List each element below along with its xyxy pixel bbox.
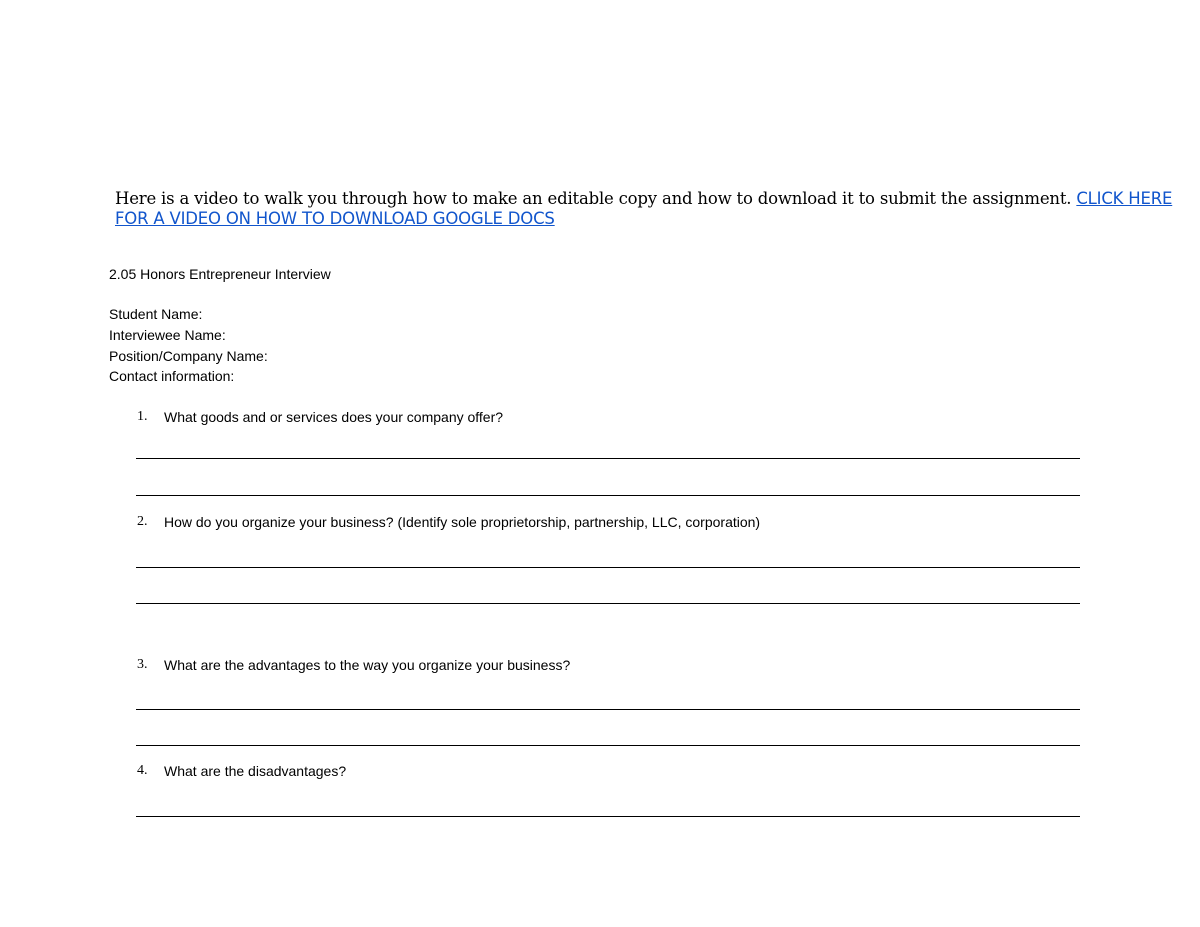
- position-company-label: Position/Company Name:: [109, 348, 268, 364]
- question-number: 1.: [137, 409, 148, 424]
- student-name-label: Student Name:: [109, 306, 203, 322]
- answer-line[interactable]: [136, 567, 1080, 568]
- question-text: What are the disadvantages?: [164, 763, 347, 779]
- document-title: 2.05 Honors Entrepreneur Interview: [109, 266, 331, 282]
- answer-line[interactable]: [136, 709, 1080, 710]
- question-number: 4.: [137, 763, 148, 778]
- question-number: 2.: [137, 514, 148, 529]
- contact-info-label: Contact information:: [109, 368, 235, 384]
- answer-line[interactable]: [136, 458, 1080, 459]
- intro-text: Here is a video to walk you through how to make an editable copy and how to download it to submit the assignment.: [115, 189, 1072, 208]
- intro-paragraph: [115, 189, 1180, 229]
- question-text: What are the advantages to the way you organize your business?: [164, 657, 571, 673]
- answer-line[interactable]: [136, 816, 1080, 817]
- video-link[interactable]: CLICK HERE FOR A VIDEO ON HOW TO DOWNLOAD GOOGLE DOCS: [115, 189, 1173, 228]
- answer-line[interactable]: [136, 745, 1080, 746]
- question-text: What goods and or services does your company offer?: [164, 409, 504, 425]
- answer-line[interactable]: [136, 603, 1080, 604]
- answer-line[interactable]: [136, 495, 1080, 496]
- interviewee-name-label: Interviewee Name:: [109, 327, 226, 343]
- question-text: How do you organize your business? (Identify sole proprietorship, partnership, LLC, corporation): [164, 514, 761, 530]
- question-number: 3.: [137, 657, 148, 672]
